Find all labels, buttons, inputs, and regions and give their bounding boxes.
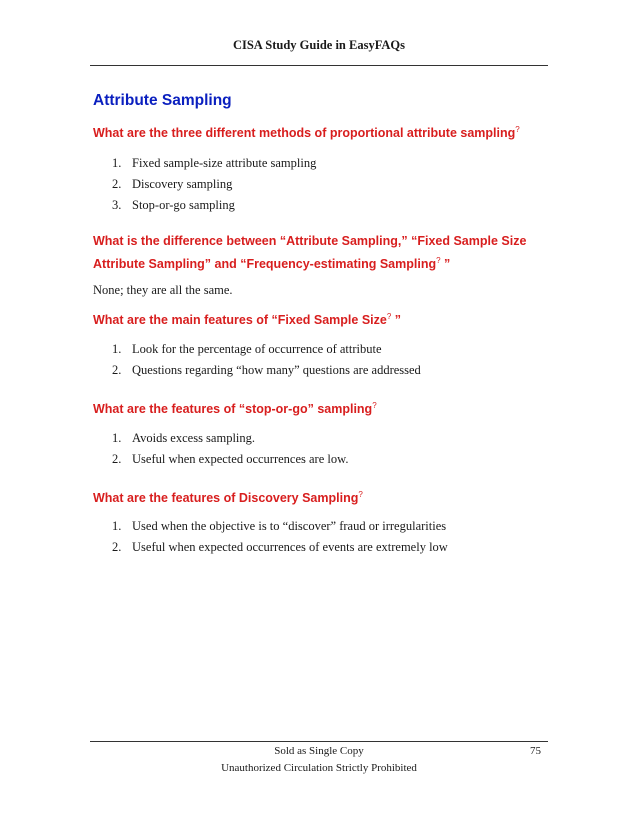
list-number: 2. [112,540,122,554]
list-item [112,195,316,216]
answer-list-3 [112,339,421,381]
question-4-text: What are the features of “stop-or-go” sampling [93,402,373,416]
question-5 [93,485,543,508]
list-item-text: Discovery sampling [132,177,233,191]
list-item-text: Stop-or-go sampling [132,198,235,212]
list-number: 1. [112,431,122,445]
page-number: 75 [530,745,541,757]
question-5-text: What are the features of Discovery Sampling [93,491,359,505]
list-item-text: Avoids excess sampling. [132,431,256,445]
list-item [112,449,348,470]
question-3-mark: ? [386,312,392,321]
answer-2: None; they are all the same. [93,283,233,297]
list-item [112,174,316,195]
list-item [112,428,348,449]
question-2-mark: ? [436,256,441,265]
question-2-tail: ” [440,257,451,271]
list-item [112,153,316,174]
list-number: 2. [112,177,122,191]
question-1-text: What are the three different methods of proportional attribute sampling [93,126,516,140]
list-item [112,339,421,360]
list-item-text: Useful when expected occurrences are low. [132,452,349,466]
header-title: CISA Study Guide in EasyFAQs [232,38,406,52]
list-item-text: Useful when expected occurrences of events are extremely low [132,540,448,554]
list-number: 2. [112,363,122,377]
question-2-line-2 [93,251,543,274]
answer-list-1 [112,153,316,216]
section-heading: Attribute Sampling [93,92,232,109]
question-3-text: What are the main features of “Fixed Sample Size [93,313,387,327]
list-item-text: Used when the objective is to “discover” fraud or irregularities [132,519,447,533]
footer-copy-notice: Sold as Single Copy [274,745,364,757]
question-2-line-1: What is the difference between “Attribute Sampling,” “Fixed Sample Size [93,234,527,248]
question-2-text: Attribute Sampling” and “Frequency-estimating Sampling [93,257,437,271]
list-number: 1. [112,342,122,356]
question-4-mark: ? [372,401,377,410]
list-number: 3. [112,198,122,212]
header-divider [90,65,548,66]
answer-list-4 [112,428,348,470]
question-1-mark: ? [515,125,520,134]
list-item [112,537,448,558]
list-item-text: Look for the percentage of occurrence of attribute [132,342,382,356]
question-3 [93,307,543,330]
list-item [112,516,448,537]
list-item [112,360,421,381]
question-5-mark: ? [358,490,363,499]
question-3-tail: ” [391,313,402,327]
answer-list-5 [112,516,448,558]
list-item-text: Fixed sample-size attribute sampling [132,156,317,170]
question-1 [93,120,543,143]
list-item-text: Questions regarding “how many” questions are addressed [132,363,421,377]
footer-divider [90,741,548,742]
question-4 [93,396,543,419]
list-number: 2. [112,452,122,466]
footer-circulation-notice: Unauthorized Circulation Strictly Prohibited [221,762,417,774]
list-number: 1. [112,519,122,533]
list-number: 1. [112,156,122,170]
question-2 [93,232,543,274]
